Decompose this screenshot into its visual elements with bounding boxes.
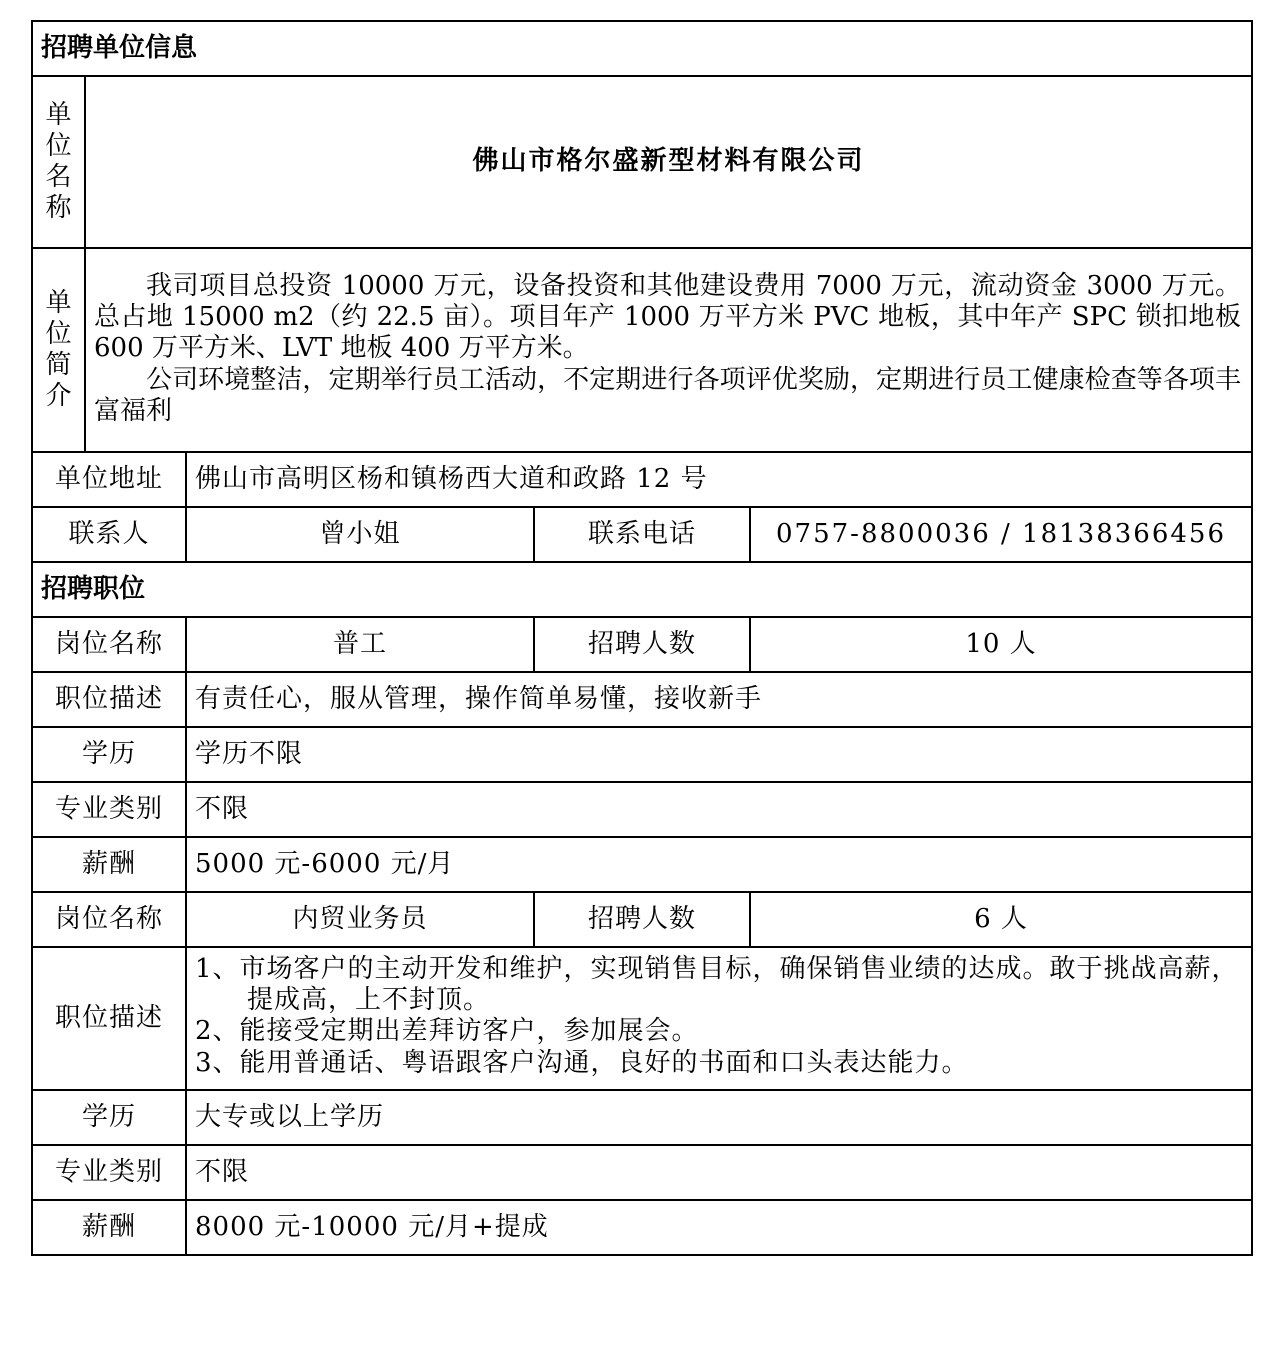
company-section-header-row	[32, 21, 1252, 76]
salary-value: 5000 元-6000 元/月	[186, 837, 1252, 892]
job-education-row	[32, 727, 1252, 782]
job-position-row	[32, 892, 1252, 947]
address-label: 单位地址	[32, 452, 186, 507]
headcount-value: 6 人	[750, 892, 1252, 947]
description-item: 2、能接受定期出差拜访客户，参加展会。	[195, 1016, 699, 1047]
company-intro-label-char: 介	[45, 381, 72, 412]
company-name-label-char: 位	[45, 130, 72, 161]
company-name-label-char: 单	[45, 99, 72, 130]
description-label: 职位描述	[32, 947, 186, 1090]
position-label: 岗位名称	[32, 892, 186, 947]
address-value: 佛山市高明区杨和镇杨西大道和政路 12 号	[186, 452, 1252, 507]
contact-label: 联系人	[32, 507, 186, 562]
company-intro-paragraph: 我司项目总投资 10000 万元，设备投资和其他建设费用 7000 万元，流动资金 3000 万元。总占地 15000 m2（约 22.5 亩）。项目年产 1000 万平方米 PVC 地板，其中年产 SPC 锁扣地板 600 万平方米、LVT 地板 400 万平方米。	[94, 271, 1241, 364]
address-row	[32, 452, 1252, 507]
major-label: 专业类别	[32, 782, 186, 837]
phone-value: 0757-8800036 / 18138366456	[750, 507, 1252, 562]
job-position-row	[32, 617, 1252, 672]
salary-label: 薪酬	[32, 1200, 186, 1255]
position-value: 内贸业务员	[186, 892, 534, 947]
description-item: 3、能用普通话、粤语跟客户沟通，良好的书面和口头表达能力。	[195, 1047, 969, 1078]
major-label: 专业类别	[32, 1145, 186, 1200]
job-salary-row	[32, 837, 1252, 892]
company-intro	[85, 248, 1252, 452]
job-education-row	[32, 1090, 1252, 1145]
headcount-value: 10 人	[750, 617, 1252, 672]
company-intro-paragraph: 公司环境整洁，定期举行员工活动，不定期进行各项评优奖励，定期进行员工健康检查等各项丰富福利	[94, 364, 1241, 426]
company-name: 佛山市格尔盛新型材料有限公司	[85, 76, 1252, 248]
headcount-label: 招聘人数	[534, 617, 750, 672]
job-salary-row	[32, 1200, 1252, 1255]
position-value: 普工	[186, 617, 534, 672]
description-label: 职位描述	[32, 672, 186, 727]
education-label: 学历	[32, 727, 186, 782]
description-list	[186, 947, 1252, 1090]
education-label: 学历	[32, 1090, 186, 1145]
position-label: 岗位名称	[32, 617, 186, 672]
company-intro-label	[32, 248, 85, 452]
job-description-row	[32, 672, 1252, 727]
company-intro-label-char: 简	[45, 349, 72, 380]
company-intro-row	[32, 248, 1252, 452]
jobs-section-header-row	[32, 562, 1252, 617]
contact-row	[32, 507, 1252, 562]
company-name-row	[32, 76, 1252, 248]
education-value: 大专或以上学历	[186, 1090, 1252, 1145]
job-description-row	[32, 947, 1252, 1090]
salary-value: 8000 元-10000 元/月+提成	[186, 1200, 1252, 1255]
headcount-label: 招聘人数	[534, 892, 750, 947]
job-major-row	[32, 1145, 1252, 1200]
recruitment-form-table	[31, 20, 1253, 1256]
major-value: 不限	[186, 782, 1252, 837]
company-section-title: 招聘单位信息	[32, 21, 1252, 76]
jobs-section-title: 招聘职位	[32, 562, 1252, 617]
company-name-label-char: 称	[45, 193, 72, 224]
contact-value: 曾小姐	[186, 507, 534, 562]
education-value: 学历不限	[186, 727, 1252, 782]
description-value: 有责任心，服从管理，操作简单易懂，接收新手	[186, 672, 1252, 727]
company-name-label-char: 名	[45, 162, 72, 192]
major-value: 不限	[186, 1145, 1252, 1200]
company-name-label	[32, 76, 85, 248]
phone-label: 联系电话	[534, 507, 750, 562]
salary-label: 薪酬	[32, 837, 186, 892]
description-item: 1、市场客户的主动开发和维护，实现销售目标，确保销售业绩的达成。敢于挑战高薪，提成高，上不封顶。	[195, 953, 1239, 1016]
company-intro-label-char: 位	[45, 318, 72, 349]
job-major-row	[32, 782, 1252, 837]
company-intro-label-char: 单	[45, 287, 72, 318]
